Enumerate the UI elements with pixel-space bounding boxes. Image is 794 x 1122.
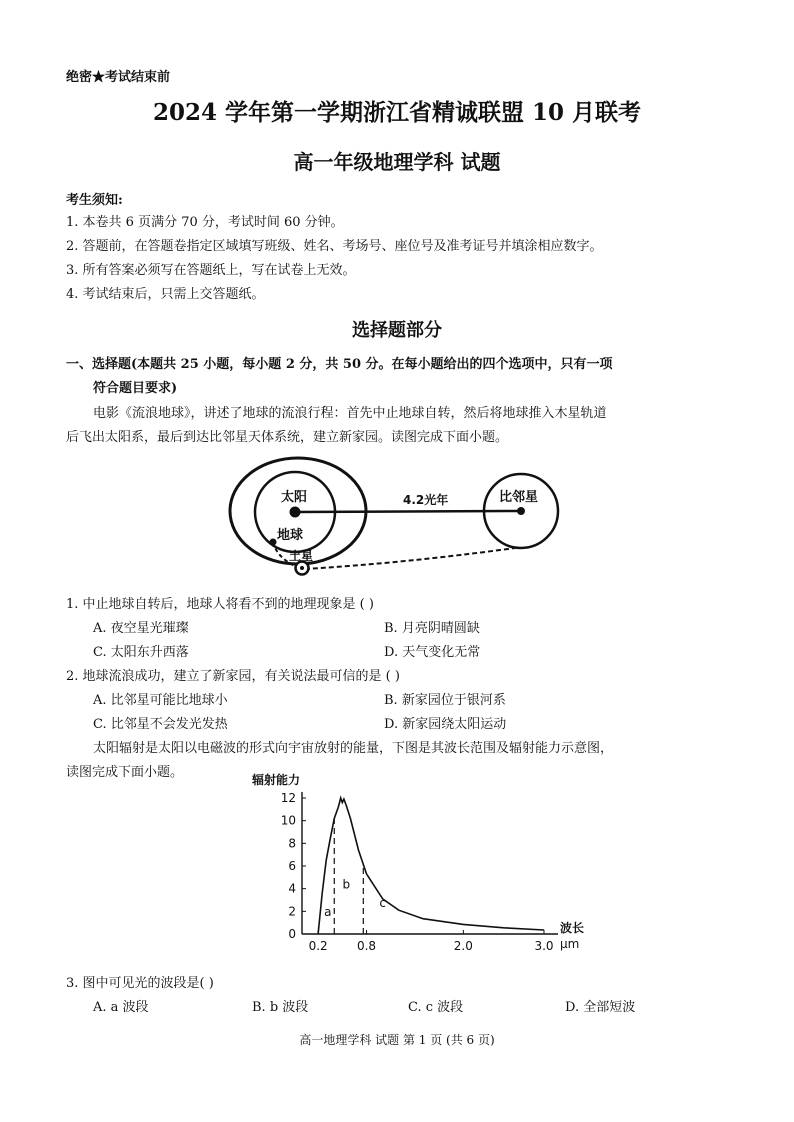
x-tick-label: 0.2 xyxy=(308,939,328,953)
x-axis-unit: μm xyxy=(560,937,580,951)
section-title: 选择题部分 xyxy=(352,320,442,341)
exam-title: 2024 学年第一学期浙江省精诚联盟 10 月联考 xyxy=(152,99,642,126)
option-d[interactable]: D. 全部短波 xyxy=(565,1000,636,1015)
y-axis-label: 辐射能力 xyxy=(252,773,301,787)
sun-label: 太阳 xyxy=(281,490,308,505)
journey-path-dashed xyxy=(305,548,515,569)
y-tick-label: 4 xyxy=(288,881,296,896)
question-stem: 1. 中止地球自转后，地球人将看不到的地理现象是 ( ) xyxy=(66,597,374,612)
radiation-curve xyxy=(318,798,544,934)
option-c[interactable]: C. 太阳东升西落 xyxy=(93,645,189,660)
distance-line xyxy=(295,511,521,512)
y-tick-label: 2 xyxy=(288,904,296,919)
option-b[interactable]: B. 月亮阴晴圆缺 xyxy=(384,621,480,636)
notice-item: 2. 答题前，在答题卷指定区域填写班级、姓名、考场号、座位号及准考证号并填涂相应数字。 xyxy=(66,239,603,254)
passage-text: 读图完成下面小题。 xyxy=(66,765,184,780)
y-tick-label: 12 xyxy=(280,791,296,805)
part-instruction-cont: 符合题目要求) xyxy=(93,381,178,396)
option-d[interactable]: D. 新家园绕太阳运动 xyxy=(384,717,507,732)
saturn-center-dot xyxy=(300,566,304,570)
y-tick-label: 8 xyxy=(288,836,296,851)
option-c[interactable]: C. 比邻星不会发光发热 xyxy=(93,717,228,732)
option-a[interactable]: A. 比邻星可能比地球小 xyxy=(93,693,228,708)
question-stem: 2. 地球流浪成功，建立了新家园，有关说法最可信的是 ( ) xyxy=(66,669,400,684)
question-stem: 3. 图中可见光的波段是( ) xyxy=(66,976,214,991)
earth-label: 地球 xyxy=(277,528,304,543)
proxima-label: 比邻星 xyxy=(499,490,539,505)
y-tick-label: 6 xyxy=(288,859,296,873)
x-axis-label: 波长 xyxy=(560,921,585,935)
band-label: a xyxy=(324,904,332,919)
proxima-dot xyxy=(517,507,525,515)
band-label: b xyxy=(342,877,351,892)
distance-label: 4.2光年 xyxy=(403,493,449,507)
notice-item: 1. 本卷共 6 页满分 70 分，考试时间 60 分钟。 xyxy=(66,215,344,230)
radiation-chart xyxy=(240,770,600,960)
option-c[interactable]: C. c 波段 xyxy=(408,1000,464,1015)
notice-heading: 考生须知: xyxy=(66,193,123,208)
notice-item: 3. 所有答案必须写在答题纸上，写在试卷上无效。 xyxy=(66,263,356,278)
sun-dot xyxy=(290,507,301,518)
x-tick-label: 3.0 xyxy=(534,939,554,953)
notice-item: 4. 考试结束后，只需上交答题纸。 xyxy=(66,287,265,302)
exam-subtitle: 高一年级地理学科 试题 xyxy=(293,150,501,174)
passage-text: 电影《流浪地球》，讲述了地球的流浪行程：首先中止地球自转，然后将地球推入木星轨道 xyxy=(93,406,607,421)
y-tick-label: 10 xyxy=(280,813,296,828)
part-instruction: 一、选择题(本题共 25 小题，每小题 2 分，共 50 分。在每小题给出的四个选项中，只有一项 xyxy=(66,357,613,372)
passage-text: 后飞出太阳系，最后到达比邻星天体系统，建立新家园。读图完成下面小题。 xyxy=(66,430,509,445)
option-b[interactable]: B. b 波段 xyxy=(252,1000,309,1015)
band-label: c xyxy=(379,895,386,910)
option-b[interactable]: B. 新家园位于银河系 xyxy=(384,693,506,708)
x-tick-label: 2.0 xyxy=(453,939,473,953)
saturn-label: 土星 xyxy=(289,549,314,563)
passage-text: 太阳辐射是太阳以电磁波的形式向宇宙放射的能量，下图是其波长范围及辐射能力示意图， xyxy=(93,741,614,756)
page-footer: 高一地理学科 试题 第 1 页 (共 6 页) xyxy=(299,1033,495,1047)
option-a[interactable]: A. a 波段 xyxy=(93,1000,149,1015)
option-d[interactable]: D. 天气变化无常 xyxy=(384,645,481,660)
secret-mark: 绝密★考试结束前 xyxy=(66,70,171,85)
option-a[interactable]: A. 夜空星光璀璨 xyxy=(93,621,189,636)
orbit-diagram xyxy=(225,455,585,585)
x-tick-label: 0.8 xyxy=(356,939,377,953)
y-tick-label: 0 xyxy=(288,927,296,941)
